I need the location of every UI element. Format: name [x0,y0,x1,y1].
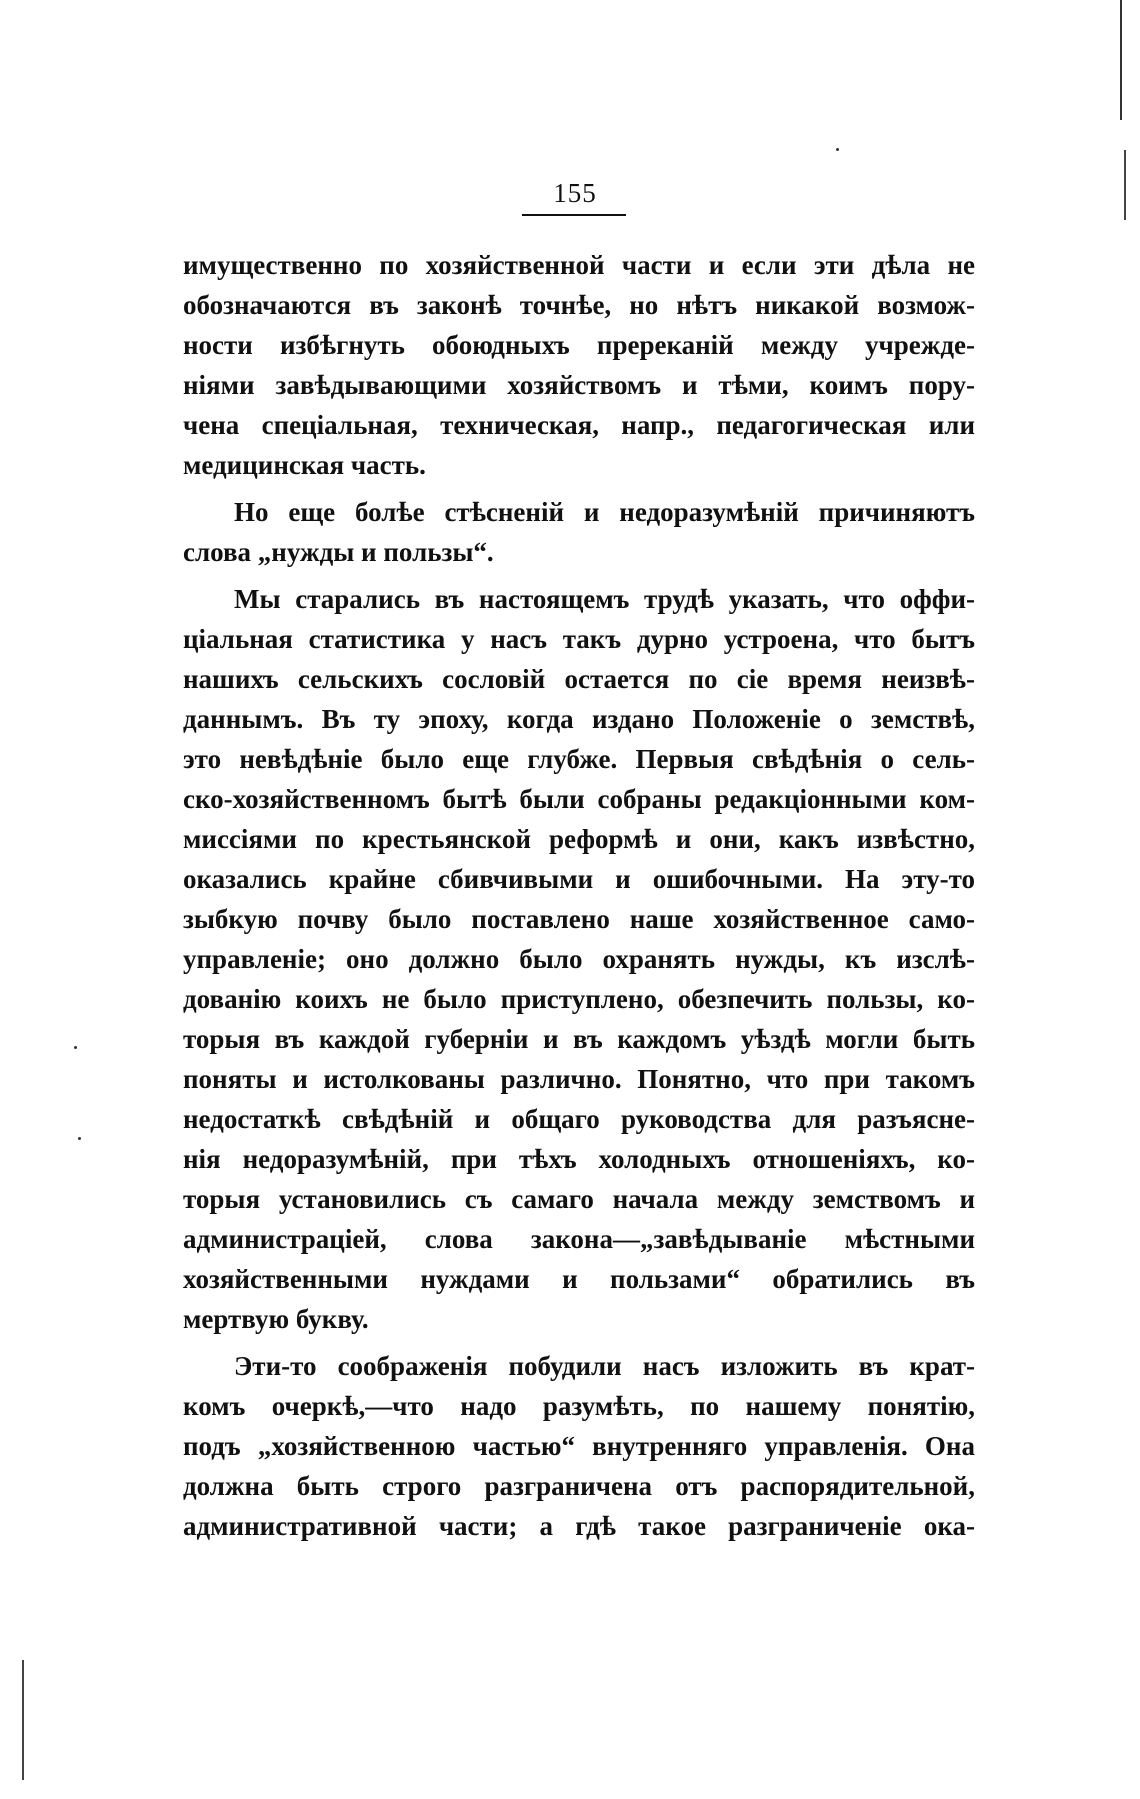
text-line: торыя установились съ самаго начала между земствомъ и [183,1184,975,1214]
text-line: Эти-то соображенія побудили насъ изложить въ крат- [234,1351,975,1381]
text-line: обозначаются въ законѣ точнѣе, но нѣтъ никакой возмож- [183,290,975,320]
text-line: зыбкую почву было поставлено наше хозяйственное само- [183,904,975,934]
text-line: нашихъ сельскихъ сословій остается по сіе время неизвѣ- [183,664,975,694]
page-edge-mark [1124,150,1126,220]
text-line: ности избѣгнуть обоюдныхъ пререканій между учрежде- [183,330,975,360]
page-edge-mark [1120,0,1122,120]
text-line: управленіе; оно должно было охранять нужды, къ изслѣ- [183,944,975,974]
text-line: дованію коихъ не было приступлено, обезпечить пользы, ко- [183,984,975,1014]
text-line: оказались крайне сбивчивыми и ошибочными. На эту-то [183,864,975,894]
text-line: комъ очеркѣ,—что надо разумѣть, по нашему понятію, [183,1391,975,1421]
text-line: медицинская часть. [183,450,426,480]
text-line: нія недоразумѣній, при тѣхъ холодныхъ отношеніяхъ, ко- [183,1144,975,1174]
text-line: ніями завѣдывающими хозяйствомъ и тѣми, коимъ пору- [183,370,975,400]
text-line: это невѣдѣніе было еще глубже. Первыя свѣдѣнія о сель- [183,744,975,774]
text-line: торыя въ каждой губерніи и въ каждомъ уѣздѣ могли быть [183,1024,975,1054]
text-line: ціальная статистика у насъ такъ дурно устроена, что бытъ [183,624,975,654]
text-line: поняты и истолкованы различно. Понятно, что при такомъ [183,1064,975,1094]
scan-speck [836,148,839,151]
page-number-rule [522,214,626,216]
text-line: ско-хозяйственномъ бытѣ были собраны редакціонными ком- [183,784,975,814]
text-line: даннымъ. Въ ту эпоху, когда издано Положеніе о земствѣ, [183,704,975,734]
page-number: 155 [553,178,597,208]
scan-speck [74,1046,77,1049]
text-line: должна быть строго разграничена отъ распорядительной, [183,1471,975,1501]
text-line: администраціей, слова закона—„завѣдываніе мѣстными [183,1224,975,1254]
page-edge-mark [22,1660,24,1780]
text-line: слова „нужды и пользы“. [183,537,494,567]
text-line: миссіями по крестьянской реформѣ и они, какъ извѣстно, [183,824,975,854]
scan-speck [78,1137,81,1140]
text-line: имущественно по хозяйственной части и если эти дѣла не [183,250,975,280]
text-line: административной части; а гдѣ такое разграниченіе ока- [183,1511,975,1541]
text-line: недостаткѣ свѣдѣній и общаго руководства для разъясне- [183,1104,975,1134]
text-line: хозяйственными нуждами и пользами“ обратились въ [183,1264,975,1294]
text-line: Мы старались въ настоящемъ трудѣ указать, что оффи- [234,584,975,614]
text-line: мертвую букву. [183,1304,369,1334]
text-line: Но еще болѣе стѣсненій и недоразумѣній причиняютъ [234,497,975,527]
text-line: чена спеціальная, техническая, напр., педагогическая или [183,410,975,440]
text-body [183,245,975,1546]
text-line: подъ „хозяйственною частью“ внутренняго управленія. Она [183,1431,975,1461]
